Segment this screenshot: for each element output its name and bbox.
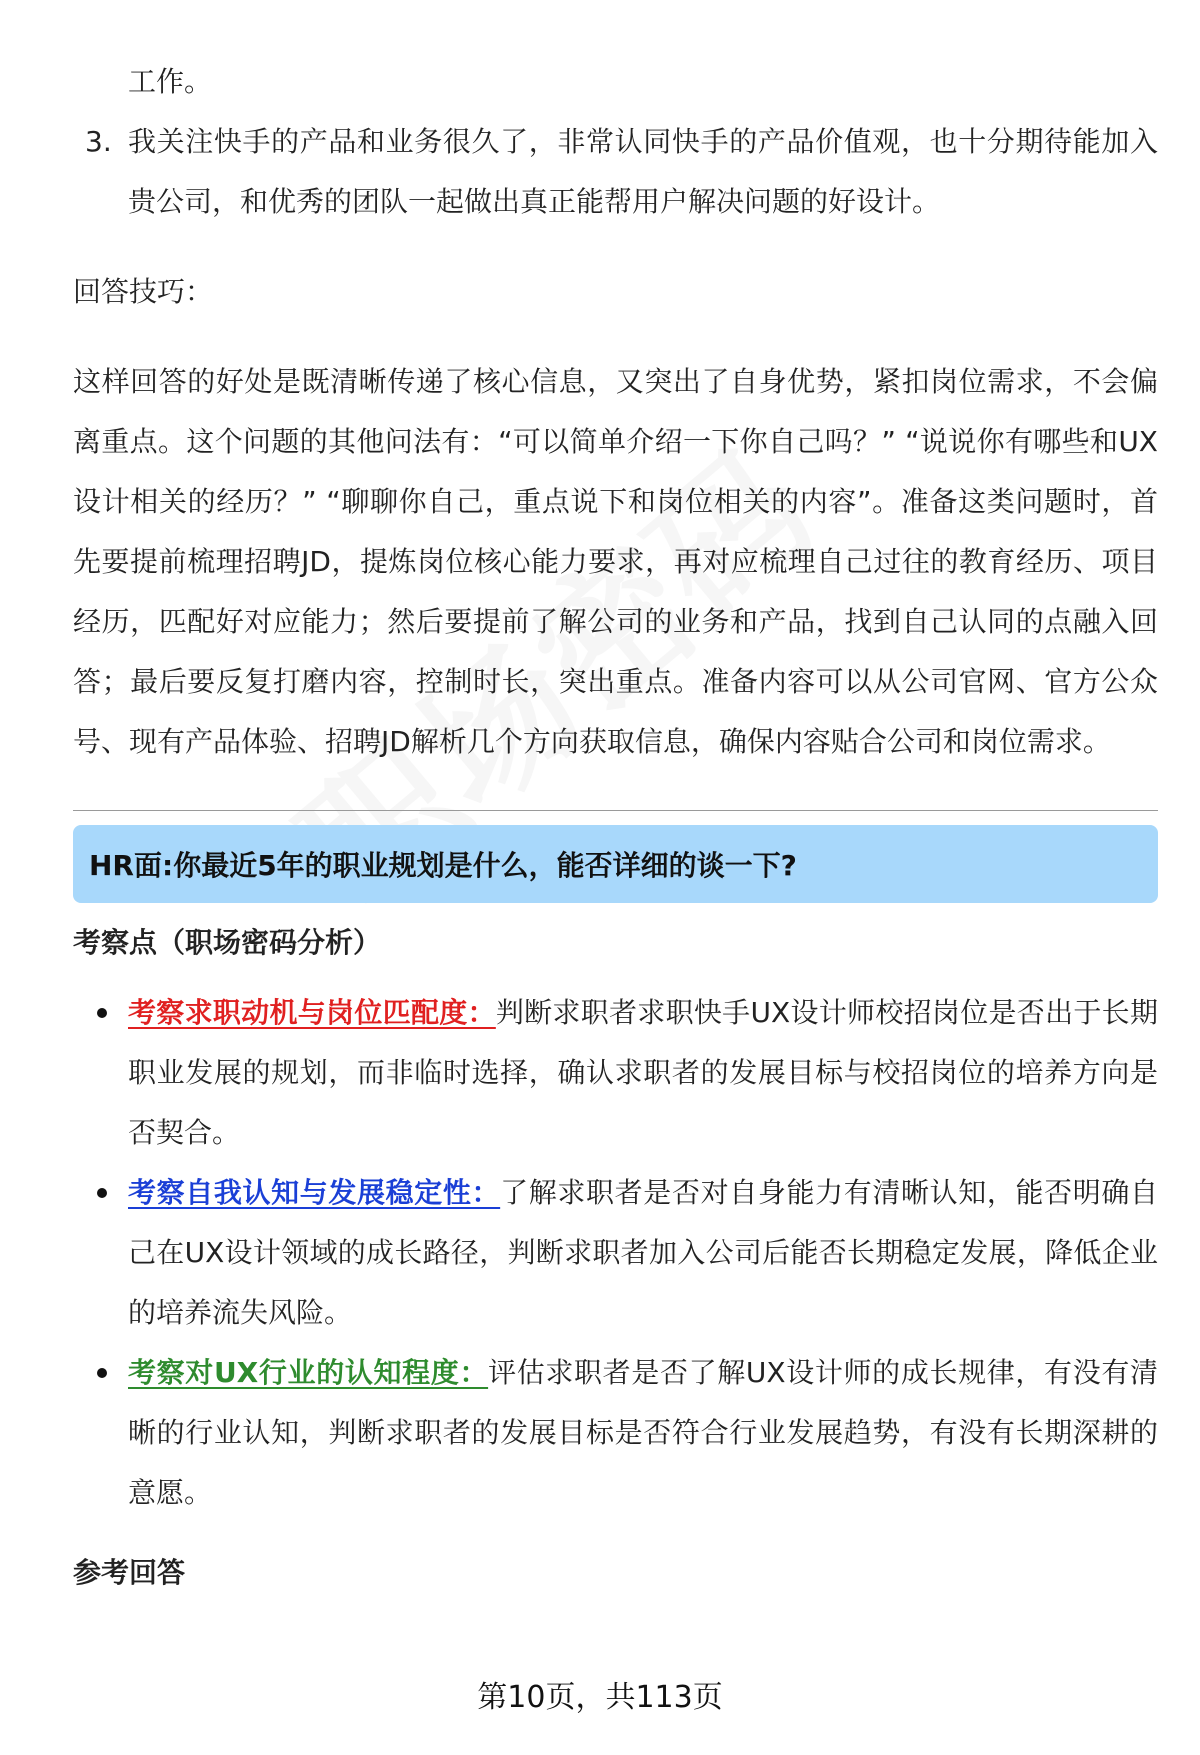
point-text: 了解求职者是否对自身能力有清晰认知，能否明确自己在UX设计领域的成长路径，判断求职者加入公司后能否长期稳定发展，降低企业的培养流失风险。 xyxy=(128,1176,1158,1329)
question-callout xyxy=(73,825,1158,903)
document-page xyxy=(73,52,1158,1603)
point-keyword: 考察自我认知与发展稳定性： xyxy=(128,1176,501,1209)
analysis-point xyxy=(73,1343,1158,1523)
analysis-heading: 考察点（职场密码分析） xyxy=(73,926,382,959)
point-text: 判断求职者求职快手UX设计师校招岗位是否出于长期职业发展的规划，而非临时选择，确认求职者的发展目标与校招岗位的培养方向是否契合。 xyxy=(128,996,1158,1149)
analysis-points xyxy=(73,983,1158,1523)
question-text: HR面:你最近5年的职业规划是什么，能否详细的谈一下? xyxy=(89,849,797,882)
point-text: 评估求职者是否了解UX设计师的成长规律，有没有清晰的行业认知，判断求职者的发展目标是否符合行业发展趋势，有没有长期深耕的意愿。 xyxy=(128,1356,1158,1509)
ordered-list-item xyxy=(73,112,1158,232)
tips-paragraph: 这样回答的好处是既清晰传递了核心信息，又突出了自身优势，紧扣岗位需求，不会偏离重点。这个问题的其他问法有：“可以简单介绍一下你自己吗？” “说说你有哪些和UX设计相关的经历？” “聊聊你自己，重点说下和岗位相关的内容”。准备这类问题时，首先要提前梳理招聘JD，提炼岗位核心能力要求，再对应梳理自己过往的教育经历、项目经历，匹配好对应能力；然后要提前了解公司的业务和产品，找到自己认同的点融入回答；最后要反复打磨内容，控制时长，突出重点。准备内容可以从公司官网、官方公众号、现有产品体验、招聘JD解析几个方向获取信息，确保内容贴合公司和岗位需求。 xyxy=(73,365,1158,758)
tips-label: 回答技巧： xyxy=(73,275,214,308)
bullet-icon xyxy=(73,1163,128,1343)
reference-heading: 参考回答 xyxy=(73,1556,186,1589)
list-number: 3. xyxy=(85,125,112,158)
continued-line: 工作。 xyxy=(128,65,213,98)
point-keyword: 考察求职动机与岗位匹配度： xyxy=(128,996,496,1029)
analysis-point xyxy=(73,983,1158,1163)
bullet-icon xyxy=(73,1343,128,1523)
divider xyxy=(73,810,1158,811)
list-item-text: 我关注快手的产品和业务很久了，非常认同快手的产品价值观，也十分期待能加入贵公司，和优秀的团队一起做出真正能帮用户解决问题的好设计。 xyxy=(128,125,1158,218)
bullet-icon xyxy=(73,983,128,1163)
analysis-point xyxy=(73,1163,1158,1343)
point-keyword: 考察对UX行业的认知程度： xyxy=(128,1356,489,1389)
page-footer: 第10页，共113页 xyxy=(477,1680,723,1715)
